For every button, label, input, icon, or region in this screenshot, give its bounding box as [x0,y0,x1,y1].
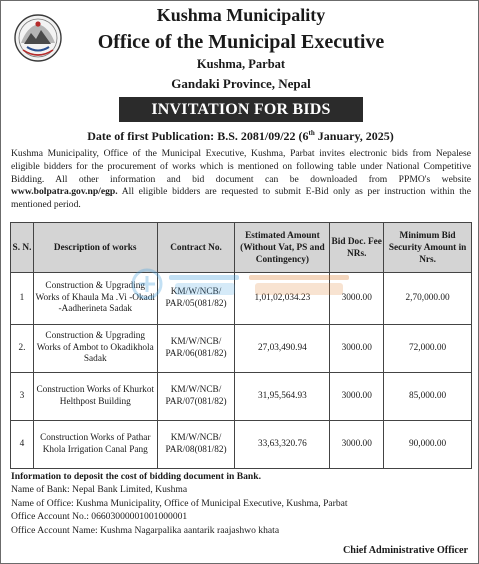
col-header-contract: Contract No. [157,223,235,273]
office-account-number: Office Account No.: 06603000001001000001 [11,511,188,523]
cell-sn: 2. [11,325,34,373]
publication-date-ad-day: (6 [298,129,309,143]
cell-security: 72,000.00 [384,325,472,373]
cell-fee: 3000.00 [330,421,384,469]
cell-sn: 4 [11,421,34,469]
cell-security: 90,000.00 [384,421,472,469]
invitation-banner: INVITATION FOR BIDS [119,97,363,122]
publication-date-ad-rest: January, 2025) [314,129,394,143]
office-name-line: Name of Office: Kushma Municipality, Office of Municipal Executive, Kushma, Parbat [11,497,348,509]
municipality-name: Kushma Municipality [156,5,326,25]
publication-label: Date of first Publication: [87,129,215,143]
col-header-fee: Bid Doc. Fee NRs. [330,223,384,273]
cell-fee: 3000.00 [330,325,384,373]
table-row [11,373,472,421]
cell-security: 2,70,000.00 [384,273,472,325]
cell-estimate: 31,95,564.93 [235,373,330,421]
cell-estimate: 33,63,320.76 [235,421,330,469]
deposit-heading: Information to deposit the cost of bidding document in Bank. [11,471,262,482]
publication-date-ad [299,129,394,143]
ppmo-website-link[interactable]: www.bolpatra.gov.np/egp. [11,186,118,198]
cell-description: Construction Works of Khurkot Helthpost Building [33,373,157,421]
cell-sn: 3 [11,373,34,421]
col-header-security: Minimum Bid Security Amount in Nrs. [384,223,472,273]
nepal-government-emblem-icon [13,13,63,63]
cell-contract: KM/W/NCB/ PAR/08(081/82) [157,421,235,469]
publication-date-ad-suffix: th [308,129,315,137]
cell-estimate: 1,01,02,034.23 [235,273,330,325]
table-header-row [11,223,472,273]
cell-description: Construction Works of Pathar Khola Irrigation Canal Pang [33,421,157,469]
intro-text-1: Kushma Municipality, Office of the Municipal Executive, Kushma, Parbat invites electronic bids from Nepalese eligible bidders for the procurement of works which is mentioned on following table under National Competitive Bidding. All other information and bid document can be downloaded from PPMO's website [11,148,471,185]
intro-text-2: All eligible bidders are requested to submit E-Bid only as per instruction within the mentioned period. [11,186,471,211]
cell-estimate: 27,03,490.94 [235,325,330,373]
cell-fee: 3000.00 [330,273,384,325]
col-header-estimate: Estimated Amount (Without Vat, PS and Contingency) [235,223,330,273]
bids-table [10,222,472,469]
col-header-sn: S. N. [11,223,34,273]
signatory-title: Chief Administrative Officer [342,545,468,556]
office-name: Office of the Municipal Executive [97,31,385,53]
bank-deposit-info [11,470,471,537]
bank-name: Name of Bank: Nepal Bank Limited, Kushma [11,484,188,496]
province-name: Gandaki Province, Nepal [171,76,311,91]
office-location: Kushma, Parbat [196,57,286,71]
cell-contract: KM/W/NCB/ PAR/06(081/82) [157,325,235,373]
cell-fee: 3000.00 [330,373,384,421]
col-header-description: Description of works [33,223,157,273]
cell-description: Construction & Upgrading Works of Ambot to Okadikhola Sadak [33,325,157,373]
cell-sn: 1 [11,273,34,325]
table-row [11,273,472,325]
cell-security: 85,000.00 [384,373,472,421]
table-row [11,325,472,373]
cell-contract: KM/W/NCB/ PAR/07(081/82) [157,373,235,421]
table-row [11,421,472,469]
publication-date [1,129,479,144]
publication-date-bs: B.S. 2081/09/22 [217,129,296,143]
cell-contract: KM/W/NCB/ PAR/05(081/82) [157,273,235,325]
cell-description: Construction & Upgrading Works of Khaula Ma .Vi -Okadi -Aadherineta Sadak [33,273,157,325]
office-account-name: Office Account Name: Kushma Nagarpalika aantarik raajashwo khata [11,524,280,536]
intro-paragraph [11,148,471,212]
